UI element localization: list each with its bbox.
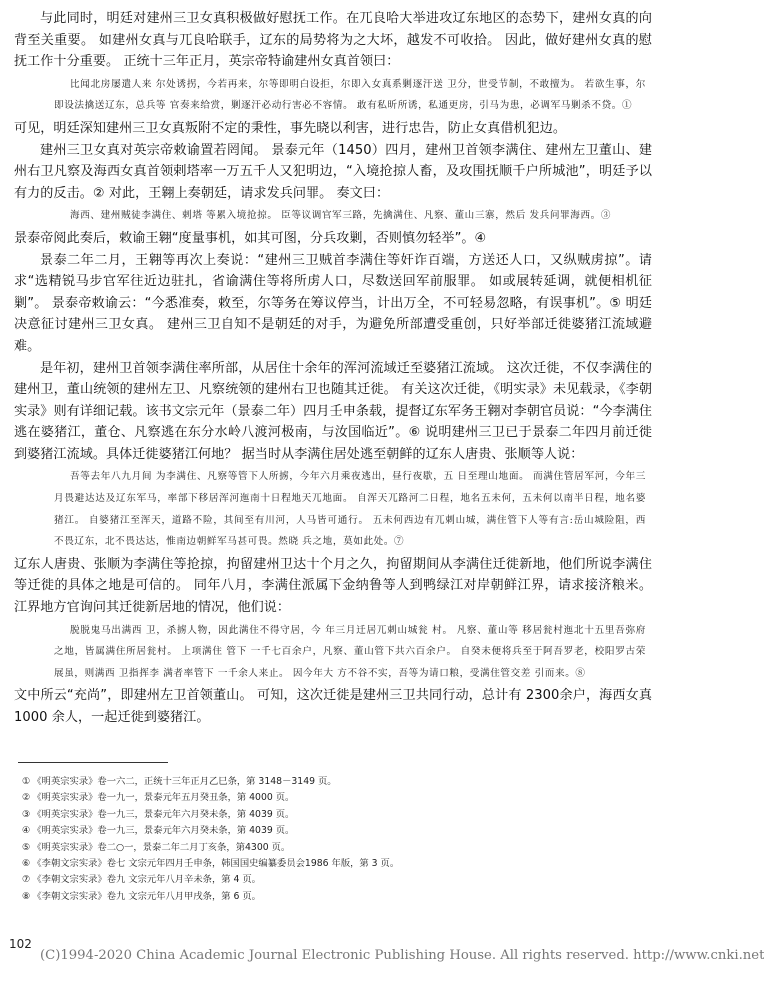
- footnote-text: 《李朝文宗实录》卷七 文宗元年四月壬申条，韩国国史编纂委员会1986 年版，第 3 页。: [32, 858, 400, 870]
- block-quote: 吾等去年八九月间 为李满住、凡察等管下人所掳，今年六月乘夜逃出，昼行夜歇，五 日至理山地面。 而满住管居军河，今年三月畏避达达及辽东军马，率部下移居浑河迤南十日程地天兀地面。 自浑天兀路河二日程，地名五未何，五未何以南半日程，地名婆猪江。 自婆猪江至浑天，道路不险，其间至有川河，人马皆可通行。 五未何西边有兀刺山城，满住管下人等有言:岳山城险阻，西不畏辽东，北不畏达达，惟南边朝鲜军马甚可畏。然晓 兵之地，莫如此处。⑦: [54, 471, 646, 548]
- footnote-mark: ④: [22, 825, 31, 837]
- footnote-text: 《明英宗实录》卷一九一，景泰元年五月癸丑条，第 4000 页。: [32, 792, 295, 804]
- footnote-mark: ⑧: [22, 890, 31, 902]
- page-number: 102: [9, 937, 32, 951]
- body-text: [14, 8, 652, 729]
- footnote-mark: ②: [22, 792, 31, 804]
- footnote-item: [22, 872, 642, 888]
- block-quote: 比闻北房屡遣人来 尔处诱拐，今若再来，尔等即明白设拒，尔即入女真系剿逐汗送 卫分，世受节制，不敢擅为。 若欲生事，尔即设法擒送辽东，总兵等 官奏来给赏，剿逐汗必动行害必不容情。 敢有私昕所诱，私通更房，引马为患，必调军马剿杀不贷。①: [54, 78, 646, 112]
- footnote-text: 《李朝文宗实录》卷九 文宗元年八月甲戌条，第 6 页。: [32, 890, 261, 902]
- footnote-mark: ①: [22, 776, 31, 787]
- body-paragraph: 景泰帝阅此奏后，敕谕王翱“度量事机，如其可图，分兵攻剿，否则慎勿轻举”。④: [14, 230, 487, 246]
- footnote-text: 《明英宗实录》卷一九三，景泰元年六月癸未条，第 4039 页。: [32, 808, 295, 820]
- footnote-item: [22, 889, 642, 905]
- footnote-list: [22, 774, 642, 905]
- body-paragraph: 文中所云“充尚”，即建州左卫首领董山。 可知，这次迁徙是建州三卫共同行动，总计有 2300余户，海西女真1000 余人，一起迁徙到婆猪江。: [14, 688, 652, 725]
- footnote-item: [22, 807, 642, 823]
- footnote-item: [22, 823, 642, 839]
- body-paragraph: 是年初，建州卫首领李满住率所部，从居住十余年的浑河流域迁至婆猪江流域。 这次迁徙，不仅李满住的建州卫，董山统领的建州左卫、凡察统领的建州右卫也随其迁徙。 有关这次迁徙，《明实录》未见载录，《李朝实录》则有详细记载。该书文宗元年（景泰二年）四月壬申条载，提督辽东军务王翱对李朝官员说：“今李满住逃在婆猪江，董仓、凡察逃在东分水岭八渡河极南，与汝国临近”。⑥ 说明建州三卫已于景泰二年四月前迁徙到婆猪江流域。具体迁徙婆猪江何地？ 据当时从李满住居处逃至朝鲜的辽东人唐贵、张顺等人说：: [14, 360, 652, 462]
- body-paragraph: 与此同时，明廷对建州三卫女真积极做好慰抚工作。在兀良哈大举进攻辽东地区的态势下，建州女真的向背至关重要。 如建州女真与兀良哈联手，辽东的局势将为之大坏，越发不可收拾。 因此，做好建州女真的慰抚工作十分重要。 正统十三年正月，英宗帝特谕建州女真首领曰：: [14, 11, 652, 70]
- body-paragraph: 辽东人唐贵、张顺为李满住等抢掠，拘留建州卫达十个月之久，拘留期间从李满住迁徙新地，他们所说李满住等迁徙的具体之地是可信的。 同年八月，李满住派属下金纳鲁等人到鸭绿江对岸朝鲜江界，请求接济粮米。 江界地方官询问其迁徙新居地的情况，他们说：: [14, 556, 652, 616]
- block-quote: 海西、建州贼徒李满住、剌塔 等累入境抢掠。 臣等议调官军三路，先擒满住、凡察、董山三寨，然后 发兵问罪海西。③: [70, 210, 612, 222]
- body-paragraph: 可见，明廷深知建州三卫女真叛附不定的秉性，事先晓以利害，进行忠告，防止女真借机犯边。: [14, 120, 567, 136]
- footnote-item: [22, 840, 642, 856]
- footnote-text: 《明英宗实录》卷一六二，正统十三年正月乙巳条，第 3148－3149 页。: [32, 776, 337, 787]
- footnote-item: [22, 856, 642, 872]
- block-quote: 脱脱鬼马出满西 卫，杀掳人物，因此满住不得守居，今 年三月迁居兀刺山城瓮 村。 凡察、董山等 移居瓮村迤北十五里吾弥府 之地，皆属满住所居瓮村。 上项满住 管下 一千七百余户，凡察、董山管下共六百余户。 自癸未便将兵至于阿吾罗老，校阳罗古荣展虽，则满西 卫指挥李 满者率管下 一千余人来止。 因今年大 方不谷不实，吾等为请口粮，受满住管交差 引而来。⑧: [54, 624, 646, 679]
- footnote-mark: ⑦: [22, 874, 31, 886]
- body-paragraph: 景泰二年二月，王翱等再次上奏说：“建州三卫贼首李满住等奸诈百端，方送还人口，又纵贼虏掠”。请求“选精锐马步官军往近边驻扎，省谕满住等将所虏人口，尽数送回军前服罪。 如或展转延调，就便相机征剿”。 景泰帝敕谕云：“今悉准奏，敕至，尔等务在筹议停当，计出万全，不可轻易忽略，有误事机”。⑤ 明廷决意征讨建州三卫女真。 建州三卫自知不是朝廷的对手，为避免所部遭受重创，只好举部迁徙婆猪江流域避难。: [14, 252, 652, 354]
- copyright-watermark: (C)1994-2020 China Academic Journal Electronic Publishing House. All rights reserved. http://www.cnki.net: [40, 948, 764, 963]
- footnote-mark: ⑤: [22, 841, 31, 853]
- footnote-mark: ③: [22, 808, 31, 820]
- footnote-text: 《李朝文宗实录》卷九 文宗元年八月辛未条，第 4 页。: [32, 874, 261, 886]
- footnote-text: 《明英宗实录》卷二○一，景泰二年二月丁亥条，第4300 页。: [32, 841, 291, 853]
- footnote-text: 《明英宗实录》卷一九三，景泰元年六月癸未条，第 4039 页。: [32, 825, 295, 837]
- footnote-item: [22, 790, 642, 806]
- footnote-mark: ⑥: [22, 858, 31, 870]
- body-paragraph: 建州三卫女真对英宗帝敕谕置若罔闻。 景泰元年（1450）四月，建州卫首领李满住、建州左卫董山、建州右卫凡察及海西女真首领剌塔率一万五千人又犯明边，“入境抢掠人畜，及攻围抚顺千户所城池”，明廷予以有力的反击。② 对此，王翱上奏朝廷，请求发兵问罪。 奏文曰：: [14, 142, 652, 201]
- footnote-separator: [18, 762, 168, 763]
- footnote-item: [22, 774, 642, 790]
